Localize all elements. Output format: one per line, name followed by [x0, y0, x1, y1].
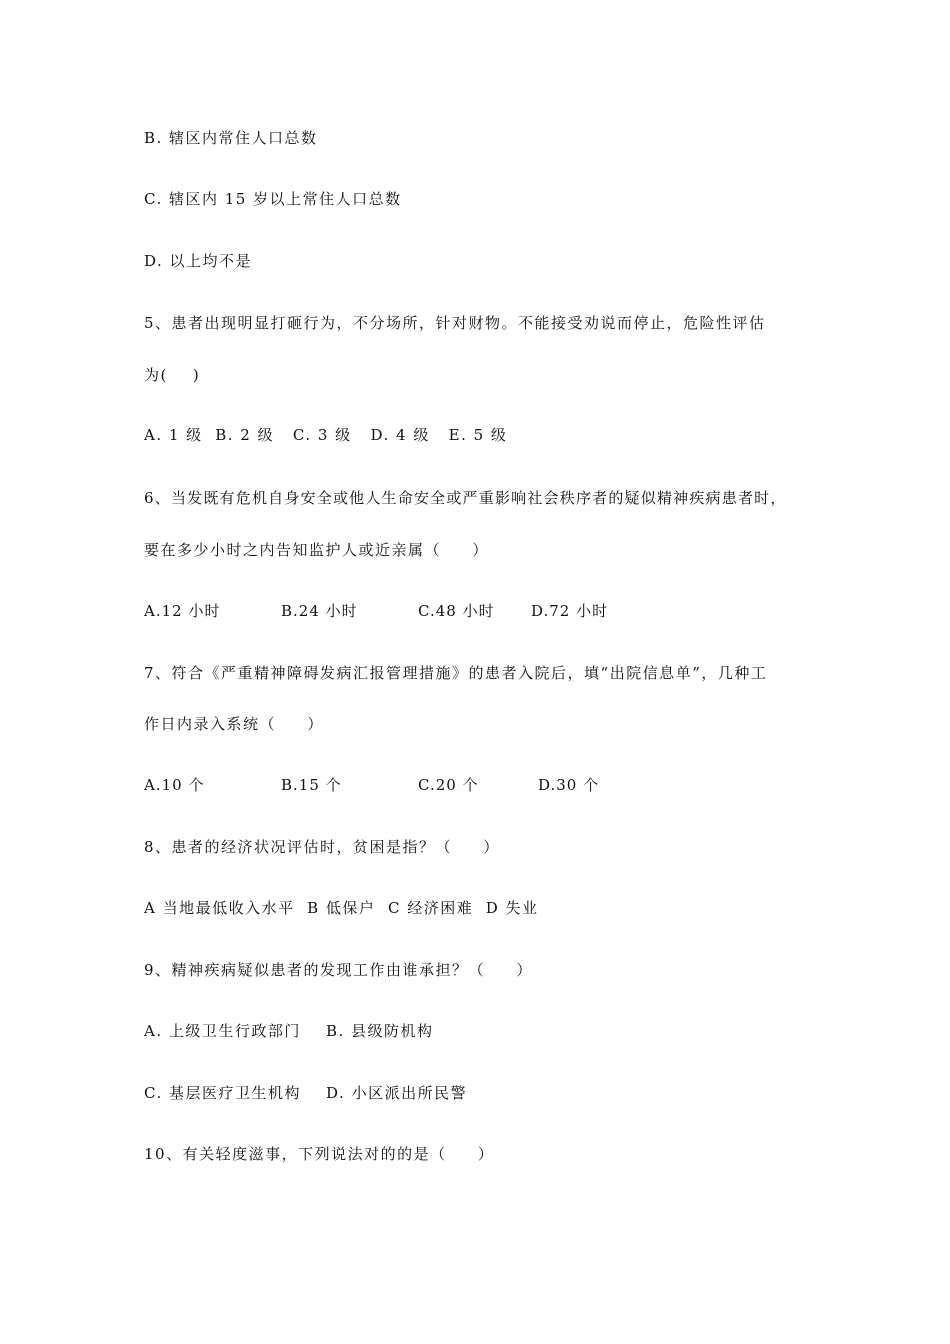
q10-stem: 10、有关轻度滋事，下列说法对的的是（ ） — [144, 1145, 495, 1163]
q9-options-line1: A. 上级卫生行政部门 B. 县级防机构 — [144, 1022, 434, 1040]
q9-stem: 9、精神疾病疑似患者的发现工作由谁承担？（ ） — [144, 961, 533, 979]
q4-option-c: C. 辖区内 15 岁以上常住人口总数 — [144, 190, 402, 208]
q8-options: A 当地最低收入水平 B 低保户 C 经济困难 D 失业 — [144, 899, 539, 917]
q6-stem-line2: 要在多少小时之内告知监护人或近亲属（ ） — [144, 541, 489, 559]
q7-stem-line2: 作日内录入系统（ ） — [144, 715, 324, 733]
q5-stem-line2: 为( ) — [144, 366, 201, 384]
q6-stem-line1: 6、当发既有危机自身安全或他人生命安全或严重影响社会秩序者的疑似精神疾病患者时， — [144, 489, 787, 507]
q6-option-c: C.48 小时 — [418, 602, 495, 620]
q5-stem-line1: 5、患者出现明显打砸行为，不分场所，针对财物。不能接受劝说而停止，危险性评估 — [144, 314, 766, 332]
q6-option-b: B.24 小时 — [281, 602, 358, 620]
q9-options-line2: C. 基层医疗卫生机构 D. 小区派出所民警 — [144, 1084, 468, 1102]
q7-option-c: C.20 个 — [418, 776, 479, 794]
q6-option-a: A.12 小时 — [144, 602, 221, 620]
q4-option-b: B. 辖区内常住人口总数 — [144, 129, 318, 147]
q7-option-a: A.10 个 — [144, 776, 205, 794]
q7-option-d: D.30 个 — [538, 776, 600, 794]
q4-option-d: D. 以上均不是 — [144, 252, 253, 270]
q5-options: A. 1 级 B. 2 级 C. 3 级 D. 4 级 E. 5 级 — [144, 426, 508, 444]
q8-stem: 8、患者的经济状况评估时，贫困是指？（ ） — [144, 838, 500, 856]
q6-option-d: D.72 小时 — [531, 602, 609, 620]
q7-stem-line1: 7、符合《严重精神障碍发病汇报管理措施》的患者入院后，填“出院信息单”，几种工 — [144, 664, 768, 682]
q7-option-b: B.15 个 — [281, 776, 342, 794]
